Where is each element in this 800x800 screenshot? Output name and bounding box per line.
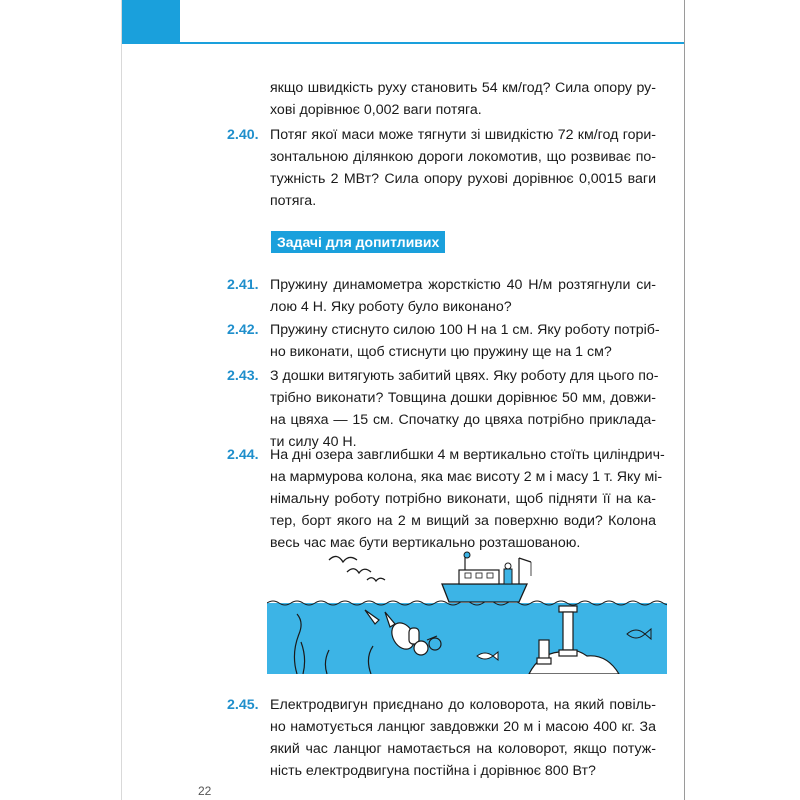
text-line: Пружину стиснуто силою 100 Н на 1 см. Яку роботу потріб- [270,322,660,338]
text-line: лою 4 Н. Яку роботу було виконано? [270,299,512,315]
text-line: На дні озера завглибшки 4 м вертикально стоїть циліндрич- [270,447,665,463]
text-line: який час ланцюг намотається на коловорот, якщо потуж- [270,741,656,757]
section-heading: Задачі для допитливих [271,231,445,253]
text-line: весь час має бути вертикально розташованою. [270,535,581,551]
lake-scene-svg [267,546,667,674]
problem-number: 2.41. [227,277,259,293]
text-line: но виконати, щоб стиснути цю пружину ще на 1 см? [270,344,612,360]
problem-number: 2.45. [227,697,259,713]
text-line: Потяг якої маси може тягнути зі швидкістю 72 км/год гори- [270,127,656,143]
text-line: на цвяха — 15 см. Спочатку до цвяха потрібно приклада- [270,412,656,428]
text-line: тер, борт якого на 2 м вищий за поверхню води? Колона [270,513,656,529]
header-rule [180,42,684,44]
problem-number: 2.43. [227,368,259,384]
broken-column-icon [537,640,551,664]
problem-number: 2.44. [227,447,259,463]
lake-illustration [267,546,667,674]
corner-color-block [122,0,180,44]
problem-number: 2.42. [227,322,259,338]
text-line: німальну роботу потрібно виконати, щоб підняти її на ка- [270,491,656,507]
text-line: на мармурова колона, яка має висоту 2 м і масу 1 т. Яку мі- [270,469,663,485]
text-line: З дошки витягують забитий цвях. Яку роботу для цього по- [270,368,659,384]
seagull-icon [329,556,385,581]
text-line: Електродвигун приєднано до коловорота, на який повіль- [270,697,656,713]
page-number: 22 [198,784,212,798]
text-line: ти силу 40 Н. [270,434,357,450]
textbook-page [121,0,685,800]
text-line: якщо швидкість руху становить 54 км/год? Сила опору ру- [270,80,656,96]
text-line: зонтальною ділянкою дороги локомотив, що розвиває по- [270,149,656,165]
text-line: ність електродвигуна постійна і дорівнює 800 Вт? [270,763,596,779]
text-line: хові дорівнює 0,002 ваги потяга. [270,102,482,118]
problem-number: 2.40. [227,127,259,143]
text-line: потяга. [270,193,317,209]
text-line: но намотується ланцюг завдовжки 20 м і масою 400 кг. За [270,719,656,735]
text-line: тужність 2 МВт? Сила опору рухові дорівнює 0,0015 ваги [270,171,656,187]
text-line: Пружину динамометра жорсткістю 40 Н/м розтягнули си- [270,277,656,293]
boat-icon [442,552,531,602]
text-line: трібно виконати? Товщина дошки дорівнює 50 мм, довжи- [270,390,656,406]
